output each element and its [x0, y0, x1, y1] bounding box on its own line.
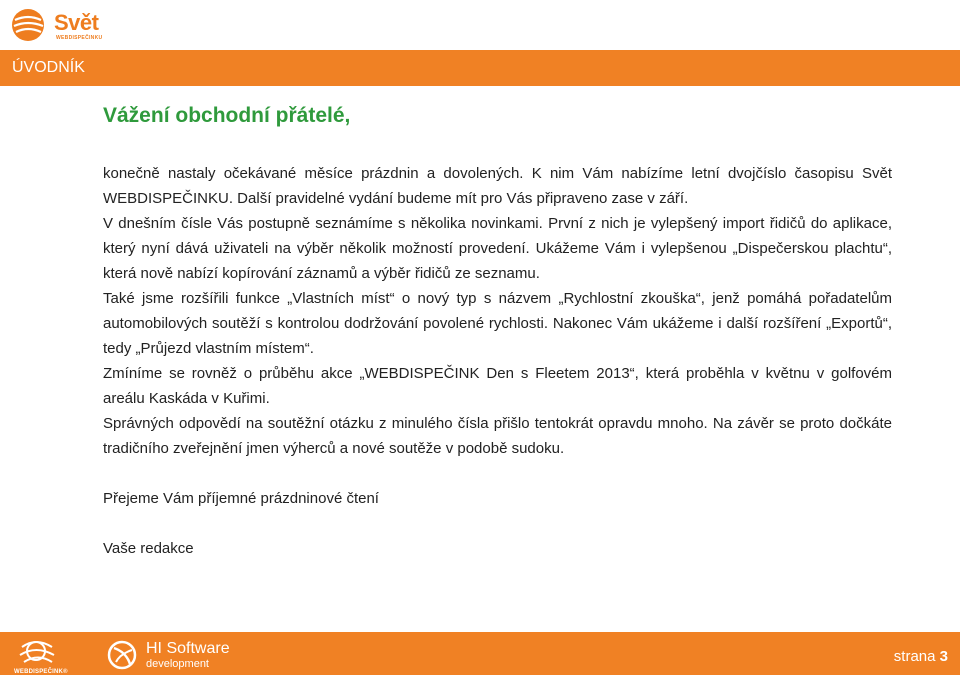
paragraph: Také jsme rozšířili funkce „Vlastních míst“ o nový typ s názvem „Rychlostní zkouška“, jenž pomáhá pořadatelům automobilových soutěží s kontrolou dodržování povolené rychlosti. Nakonec Vám ukážeme i další rozšíření „Exportů“, tedy „Průjezd vlastním místem“.: [103, 290, 892, 357]
hi-software-logo: [102, 638, 242, 672]
paragraph: Zmíníme se rovněž o průběhu akce „WEBDISPEČINK Den s Fleetem 2013“, která proběhla v květnu v golfovém areálu Kaskáda v Kuřimi.: [103, 365, 892, 407]
section-bar: [0, 50, 960, 86]
webdispecink-swirl-icon: [8, 635, 98, 669]
paragraph: konečně nastaly očekávané měsíce prázdnin a dovolených. K nim Vám nabízíme letní dvojčíslo časopisu Svět WEBDISPEČINKU. Další pravidelné vydání budeme mít pro Vás připraveno zase v září.: [103, 165, 892, 207]
webdispecink-logo-text: WEBDISPEČINK®: [14, 669, 68, 675]
page-footer: [0, 632, 960, 675]
hi-software-circle-icon: [102, 638, 142, 672]
spacer: [103, 511, 892, 536]
page-header: [0, 0, 960, 86]
logo-sub-text: WEBDISPEČINKU: [56, 35, 103, 41]
globe-logo-icon: [10, 6, 50, 44]
spacer: [103, 461, 892, 486]
section-title: ÚVODNÍK: [12, 59, 85, 76]
signature: Vaše redakce: [103, 540, 194, 557]
svet-webdispecinku-logo: [10, 6, 103, 44]
webdispecink-logo: [8, 635, 98, 673]
article-body: [103, 161, 892, 561]
paragraph: V dnešním čísle Vás postupně seznámíme s několika novinkami. První z nich je vylepšený import řidičů do aplikace, který nyní dává uživateli na výběr několik možností provedení. Ukážeme Vám i vylepšenou „Dispečerskou plachtu“, která nově nabízí kopírování záznamů a výběr řidičů ze seznamu.: [103, 215, 892, 282]
hi-software-name: HI Software: [146, 640, 230, 657]
closing-line: Přejeme Vám příjemné prázdninové čtení: [103, 490, 379, 507]
page-number-label: [894, 648, 948, 665]
page-word: strana: [893, 648, 936, 665]
hi-software-sub: development: [146, 658, 209, 670]
paragraph: Správných odpovědí na soutěžní otázku z minulého čísla přišlo tentokrát opravdu mnoho. Na závěr se proto dočkáte tradičního zveřejnění jmen výherců a nové soutěže v podobě sudoku.: [103, 415, 892, 457]
logo-brand-text: Svět: [54, 10, 99, 35]
article-greeting: Vážení obchodní přátelé,: [103, 104, 351, 127]
page-number: 3: [939, 648, 948, 665]
